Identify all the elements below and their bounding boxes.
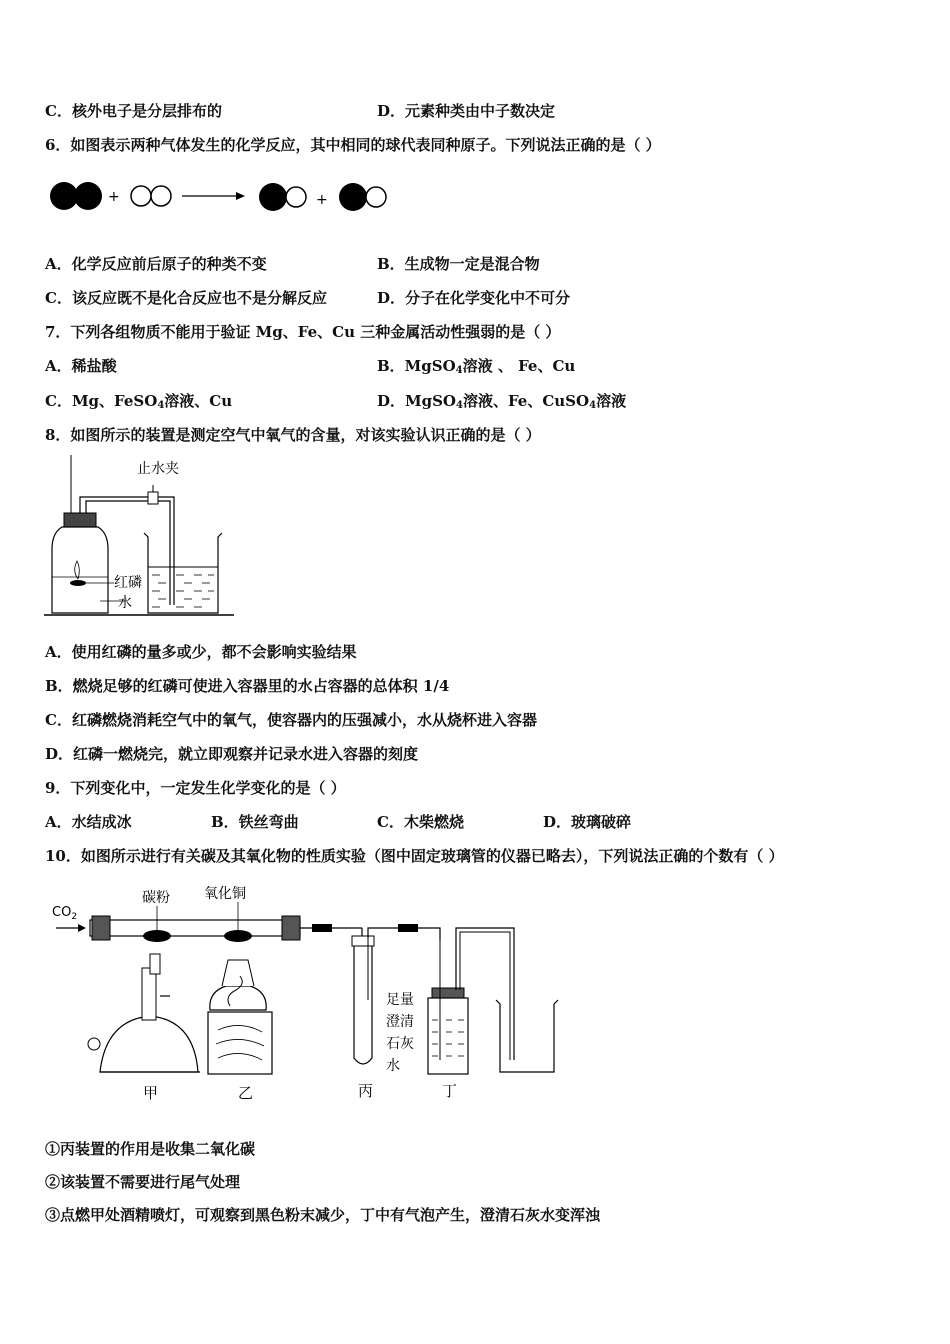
q8-stem: 8．如图所示的装置是测定空气中氧气的含量，对该实验认识正确的是（ ）: [45, 426, 541, 444]
white-atom: [286, 187, 306, 207]
q6-option-a: A．化学反应前后原子的种类不变: [45, 255, 267, 273]
label-bing: 丙: [358, 1082, 374, 1100]
label-lime-1: 足量: [386, 992, 414, 1008]
beaker: [144, 533, 222, 613]
white-atom: [151, 186, 171, 206]
water-hatching: [152, 575, 214, 607]
q8-option-a: A．使用红磷的量多或少，都不会影响实验结果: [45, 643, 357, 661]
white-atom: [131, 186, 151, 206]
white-atom: [366, 187, 386, 207]
q10-statement-3: ③点燃甲处酒精喷灯，可观察到黑色粉末减少，丁中有气泡产生，澄清石灰水变浑浊: [45, 1206, 601, 1224]
black-atom: [339, 183, 367, 211]
combustion-spoon: [70, 580, 86, 586]
alcohol-lamp-yi: [210, 986, 266, 1010]
q8-oxygen-apparatus: [44, 455, 244, 620]
plus-sign: +: [108, 189, 120, 205]
label-yi: 乙: [238, 1084, 254, 1102]
label-water: 水: [118, 595, 132, 611]
label-lime-2: 澄清: [386, 1014, 414, 1030]
black-atom: [74, 182, 102, 210]
copper-oxide: [224, 930, 252, 942]
blast-lamp-jia: [100, 1016, 198, 1072]
label-carbon: 碳粉: [142, 890, 170, 906]
stopper-left: [92, 916, 110, 940]
q7-option-a: A．稀盐酸: [45, 357, 117, 375]
black-atom: [50, 182, 78, 210]
q8-option-b: B．燃烧足够的红磷可使进入容器里的水占容器的总体积 1/4: [45, 677, 450, 695]
q10-statement-2: ②该装置不需要进行尾气处理: [45, 1173, 241, 1191]
q9-option-c: C．木柴燃烧: [377, 813, 464, 831]
q9-option-b: B．铁丝弯曲: [211, 813, 299, 831]
black-atom: [259, 183, 287, 211]
label-copper-oxide: 氧化铜: [204, 886, 246, 902]
q7-option-d: D．MgSO$_4$溶液、Fe、CuSO$_4$溶液: [377, 392, 627, 411]
label-lime-4: 水: [386, 1058, 400, 1074]
q10-carbon-apparatus: [50, 880, 570, 1105]
q6-stem: 6．如图表示两种气体发生的化学反应，其中相同的球代表同种原子。下列说法正确的是（ ）: [45, 136, 661, 154]
carbon-powder: [143, 930, 171, 942]
q8-option-c: C．红磷燃烧消耗空气中的氧气，使容器内的压强减小，水从烧杯进入容器: [45, 711, 537, 729]
limewater-bottle-ding: [428, 998, 468, 1074]
q7-option-b: B．MgSO$_4$溶液 、 Fe、Cu: [377, 357, 576, 376]
label-co2: $CO_2$: [52, 905, 78, 922]
q9-option-d: D．玻璃破碎: [543, 813, 632, 831]
q8-option-d: D．红磷一燃烧完，就立即观察并记录水进入容器的刻度: [45, 745, 419, 763]
label-jia: 甲: [143, 1084, 159, 1102]
reaction-arrowhead: [236, 192, 245, 200]
q7-option-c: C．Mg、FeSO$_4$溶液、Cu: [45, 392, 233, 411]
stopper: [64, 513, 96, 527]
beaker-end: [496, 1000, 558, 1072]
test-tube-stopper: [352, 936, 374, 946]
test-tube-bing: [354, 946, 372, 1064]
q5-option-c: C．核外电子是分层排布的: [45, 102, 222, 120]
q10-statement-1: ①丙装置的作用是收集二氧化碳: [45, 1140, 256, 1158]
q6-option-d: D．分子在化学变化中不可分: [377, 289, 571, 307]
q9-option-a: A．水结成冰: [45, 813, 132, 831]
q6-option-b: B．生成物一定是混合物: [377, 255, 540, 273]
stopper-right: [282, 916, 300, 940]
q5-option-d: D．元素种类由中子数决定: [377, 102, 556, 120]
hard-glass-tube: [90, 920, 300, 936]
plus-sign: +: [316, 192, 328, 208]
q7-stem: 7．下列各组物质不能用于验证 Mg、Fe、Cu 三种金属活动性强弱的是（ ）: [45, 323, 561, 341]
q6-option-c: C．该反应既不是化合反应也不是分解反应: [45, 289, 327, 307]
label-ding: 丁: [442, 1082, 458, 1100]
q9-stem: 9．下列变化中，一定发生化学变化的是（ ）: [45, 779, 346, 797]
label-phosphorus: 红磷: [114, 575, 142, 591]
bottle-stopper: [432, 988, 464, 998]
label-lime-3: 石灰: [386, 1036, 414, 1052]
label-clamp: 止水夹: [137, 461, 179, 477]
q6-reaction-diagram: [40, 176, 400, 220]
water-clamp: [148, 492, 158, 504]
collecting-jar: [52, 527, 108, 613]
q10-stem: 10．如图所示进行有关碳及其氧化物的性质实验（图中固定玻璃管的仪器已略去），下列说法正确的个数有（ ）: [45, 847, 784, 865]
